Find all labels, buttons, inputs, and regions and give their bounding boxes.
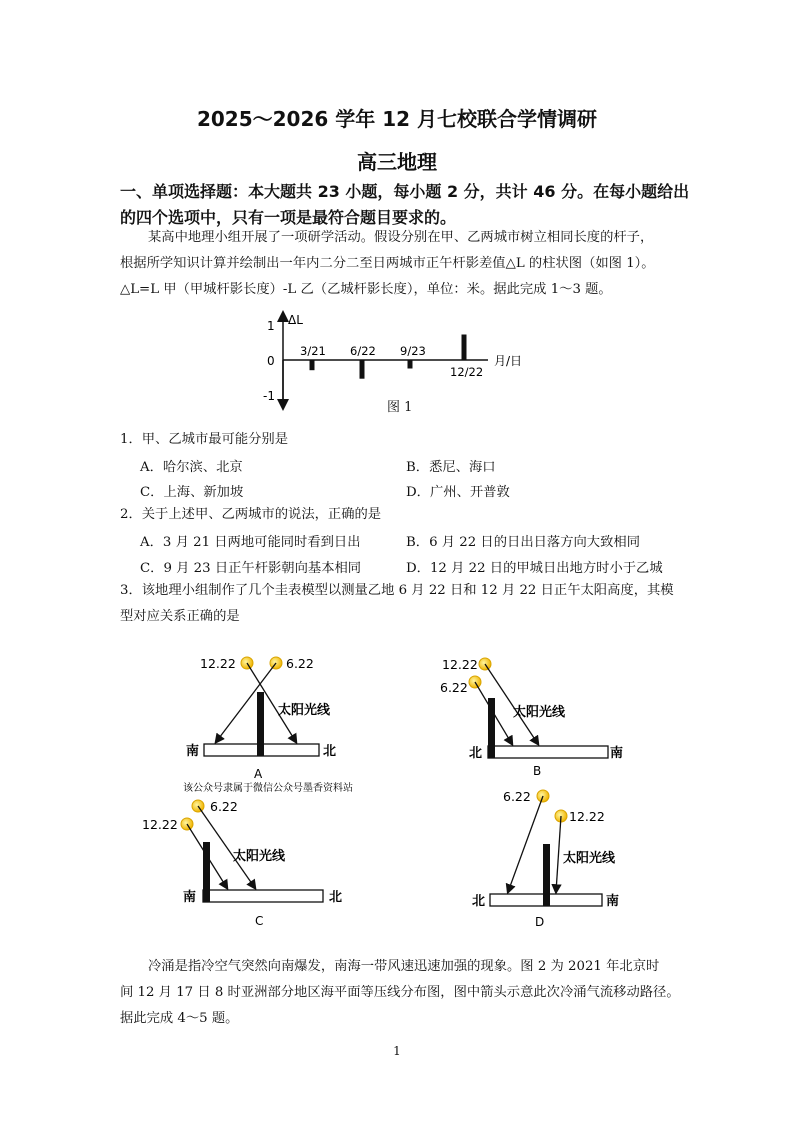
intro2-line3: 据此完成 4～5 题。 [120,1011,239,1026]
intro2-line2: 间 12 月 17 日 8 时亚洲部分地区海平面等压线分布图，图中箭头示意此次冷涌气流移动路径。 [120,985,680,1000]
date-dec-label: 12.22 [442,657,478,672]
exam-title: 2025～2026 学年 12 月七校联合学情调研 [196,107,598,131]
tick-0: 0 [267,354,275,368]
intro1-line1: 某高中地理小组开展了一项研学活动。假设分别在甲、乙两城市树立相同长度的杆子， [148,230,654,245]
bar-3-21 [310,360,315,370]
intro1-line2: 根据所学知识计算并绘制出一年内二分二至日两城市正午杆影差值△L 的柱状图（如图 1）。 [120,256,655,271]
direction-north: 北 [469,746,483,761]
bar-12-22 [462,335,467,361]
q2-stem: 2．关于上述甲、乙两城市的说法，正确的是 [120,507,382,522]
intro2-line1: 冷涌是指冷空气突然向南爆发，南海一带风速迅速加强的现象。图 2 为 2021 年北京时 [148,959,660,974]
diagram-b[interactable] [440,657,623,778]
category-label-6-22: 6/22 [350,344,376,358]
q2-option-c[interactable]: C．9 月 23 日正午杆影朝向基本相同 [140,561,362,576]
direction-south: 南 [186,744,200,759]
q2-option-d[interactable]: D．12 月 22 日的甲城日出地方时小于乙城 [406,561,663,576]
direction-north: 北 [472,894,486,909]
tick-1: 1 [267,319,275,333]
diagram-label-a: A [254,767,263,781]
intro1-line3: △L=L 甲（甲城杆影长度）-L 乙（乙城杆影长度），单位：米。据此完成 1～3 题。 [120,282,612,297]
gnomon-diagrams [120,640,680,940]
q1-stem: 1．甲、乙城市最可能分别是 [120,432,289,447]
figure1-caption: 图 1 [387,400,413,415]
subject-title: 高三地理 [357,150,437,174]
date-dec-label: 12.22 [142,817,178,832]
sun-ray-label: 太阳光线 [233,849,286,864]
diagram-c[interactable] [142,799,342,928]
sun-ray-label: 太阳光线 [278,703,331,718]
q1-option-d[interactable]: D．广州、开普敦 [406,485,510,500]
section-heading-line2: 的四个选项中，只有一项是最符合题目要求的。 [120,208,457,227]
direction-south: 南 [183,890,197,905]
direction-south: 南 [610,746,624,761]
watermark-text: 该公众号隶属于微信公众号墨香资料站 [183,783,353,794]
category-label-12-22: 12/22 [450,365,484,379]
date-dec-label: 12.22 [200,656,236,671]
date-jun-label: 6.22 [440,680,468,695]
category-label-9-23: 9/23 [400,344,426,358]
tick-neg1: -1 [263,389,275,403]
x-axis-label: 月/日 [494,354,523,368]
y-axis-label: ΔL [288,313,303,327]
direction-south: 南 [606,894,620,909]
date-dec-label: 12.22 [569,809,605,824]
date-jun-label: 6.22 [503,789,531,804]
sun-ray-label: 太阳光线 [563,851,616,866]
q1-option-b[interactable]: B．悉尼、海口 [406,460,496,475]
q3-stem-line1: 3．该地理小组制作了几个圭表模型以测量乙地 6 月 22 日和 12 月 22 日正午太阳高度，其模 [120,583,674,598]
diagram-a[interactable] [186,656,336,781]
q1-option-c[interactable]: C．上海、新加坡 [140,485,244,500]
diagram-label-c: C [255,914,264,928]
direction-north: 北 [323,744,337,759]
bar-9-23 [408,360,413,369]
page-number: 1 [393,1044,401,1058]
bar-6-22 [360,360,365,379]
q1-option-a[interactable]: A．哈尔滨、北京 [140,460,243,475]
q3-stem-line2: 型对应关系正确的是 [120,609,240,624]
section-heading-line1: 一、单项选择题：本大题共 23 小题，每小题 2 分，共计 46 分。在每小题给出 [120,182,690,201]
q2-option-b[interactable]: B．6 月 22 日的日出日落方向大致相同 [406,535,640,550]
date-jun-label: 6.22 [210,799,238,814]
direction-north: 北 [329,890,343,905]
diagram-label-b: B [533,764,542,778]
sun-ray-label: 太阳光线 [513,705,566,720]
q2-option-a[interactable]: A．3 月 21 日两地可能同时看到日出 [140,535,361,550]
diagram-label-d: D [535,915,545,929]
diagram-d[interactable] [472,789,619,929]
category-label-3-21: 3/21 [300,344,326,358]
date-jun-label: 6.22 [286,656,314,671]
